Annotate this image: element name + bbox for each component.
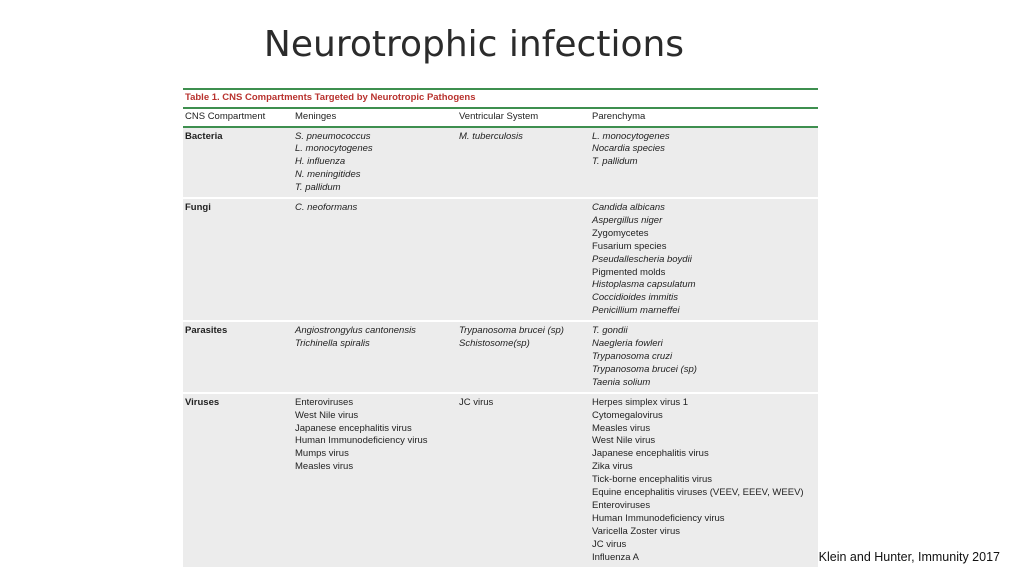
pathogen-item: N. meningitides <box>295 169 361 181</box>
pathogen-item: Measles virus <box>592 422 651 434</box>
pathogen-item: Zika virus <box>592 461 633 473</box>
category-label: Bacteria <box>185 130 223 142</box>
pathogen-item: Japanese encephalitis virus <box>295 422 412 434</box>
citation: Klein and Hunter, Immunity 2017 <box>818 550 1000 564</box>
pathogen-table <box>183 88 818 567</box>
pathogen-item: T. pallidum <box>295 182 341 194</box>
category-label: Parasites <box>185 325 228 337</box>
pathogen-item: T. gondii <box>592 325 628 337</box>
pathogen-item: Schistosome(sp) <box>459 338 530 350</box>
cell-parenchyma <box>592 397 820 565</box>
cell-parenchyma <box>592 325 820 390</box>
cell-meninges <box>295 325 459 390</box>
header-meninges: Meninges <box>295 110 337 122</box>
cell-parenchyma <box>592 131 820 196</box>
pathogen-item: Penicillium marneffei <box>592 305 680 317</box>
pathogen-item: C. neoformans <box>295 202 358 214</box>
header-ventricular-system: Ventricular System <box>459 110 539 122</box>
pathogen-item: H. influenza <box>295 156 346 168</box>
pathogen-item: Trypanosoma cruzi <box>592 351 673 362</box>
pathogen-item: Enteroviruses <box>295 396 354 408</box>
pathogen-item: Measles virus <box>295 461 354 473</box>
pathogen-item: Tick-borne encephalitis virus <box>592 474 713 486</box>
pathogen-item: Cytomegalovirus <box>592 409 663 421</box>
pathogen-item: JC virus <box>592 538 627 550</box>
pathogen-item: Japanese encephalitis virus <box>592 448 709 460</box>
table-row-fungi <box>183 199 818 320</box>
category-label: Fungi <box>185 202 211 214</box>
pathogen-item: S. pneumococcus <box>295 130 371 142</box>
pathogen-item: Naegleria fowleri <box>592 338 663 350</box>
pathogen-item: M. tuberculosis <box>459 130 523 142</box>
pathogen-item: Zygomycetes <box>592 227 649 239</box>
pathogen-item: Aspergillus niger <box>592 214 663 226</box>
slide-title: Neurotrophic infections <box>263 24 685 65</box>
cell-meninges <box>295 131 459 196</box>
header-parenchyma: Parenchyma <box>592 110 646 122</box>
pathogen-item: Trypanosoma brucei (sp) <box>459 325 564 337</box>
pathogen-item: West Nile virus <box>592 435 656 447</box>
cell-meninges <box>295 202 459 318</box>
pathogen-item: Nocardia species <box>592 143 665 155</box>
table-row-bacteria <box>183 128 818 198</box>
pathogen-item: Pseudallescheria boydii <box>592 253 692 265</box>
category-label: Viruses <box>185 396 220 408</box>
pathogen-item: Influenza A <box>592 551 640 563</box>
pathogen-item: Human Immunodeficiency virus <box>295 435 428 447</box>
cell-parenchyma <box>592 202 820 318</box>
pathogen-item: Fusarium species <box>592 240 667 252</box>
pathogen-item: Angiostrongylus cantonensis <box>295 325 416 337</box>
pathogen-item: Trichinella spiralis <box>295 338 370 350</box>
cell-ventricular <box>459 202 592 318</box>
pathogen-item: Herpes simplex virus 1 <box>592 396 689 408</box>
pathogen-item: Mumps virus <box>295 448 349 460</box>
pathogen-item: T. pallidum <box>592 156 638 168</box>
pathogen-item: Enteroviruses <box>592 499 651 511</box>
pathogen-item: JC virus <box>459 396 494 408</box>
table-caption: Table 1. CNS Compartments Targeted by Neurotropic Pathogens <box>185 92 476 103</box>
pathogen-item: Trypanosoma brucei (sp) <box>592 363 697 375</box>
table-body <box>183 128 818 567</box>
pathogen-item: Candida albicans <box>592 202 665 214</box>
pathogen-item: Pigmented molds <box>592 266 666 278</box>
header-cns-compartment: CNS Compartment <box>185 110 266 122</box>
pathogen-item: West Nile virus <box>295 409 359 421</box>
pathogen-item: Equine encephalitis viruses (VEEV, EEEV, WEEV) <box>592 487 804 499</box>
cell-ventricular <box>459 325 592 390</box>
pathogen-item: L. monocytogenes <box>295 143 373 155</box>
pathogen-item: Histoplasma capsulatum <box>592 279 696 291</box>
table-header-row <box>183 109 818 126</box>
table-row-viruses <box>183 394 818 567</box>
cell-meninges <box>295 397 459 565</box>
pathogen-item: Coccidioides immitis <box>592 292 679 304</box>
cell-ventricular <box>459 131 592 196</box>
pathogen-item: Taenia solium <box>592 376 651 388</box>
pathogen-item: Human Immunodeficiency virus <box>592 512 725 524</box>
pathogen-item: Varicella Zoster virus <box>592 525 680 537</box>
cell-ventricular <box>459 397 592 565</box>
table-row-parasites <box>183 322 818 392</box>
pathogen-item: L. monocytogenes <box>592 130 670 142</box>
